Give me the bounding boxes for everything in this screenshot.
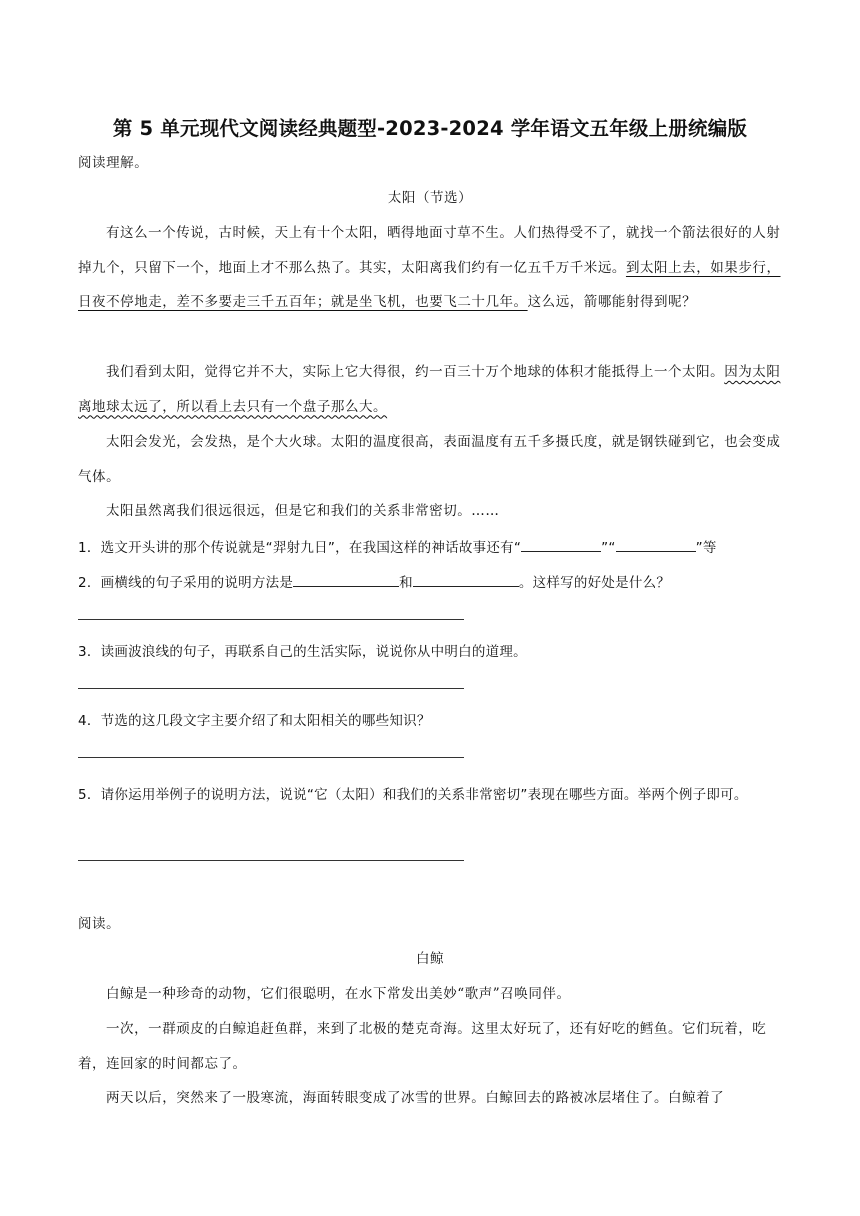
q1-text-c: ”等 xyxy=(695,540,717,556)
q2-text-a: 2．画横线的句子采用的说明方法是 xyxy=(78,575,294,591)
q2-answer-line[interactable] xyxy=(78,619,464,620)
question-3: 3．读画波浪线的句子，再联系自己的生活实际，说说你从中明白的道理。 xyxy=(78,644,527,660)
q1-text-a: 1．选文开头讲的那个传说就是“羿射九日”，在我国这样的神话故事还有“ xyxy=(78,540,522,556)
passage1-paragraph-1 xyxy=(78,216,782,320)
q2-blank-2[interactable] xyxy=(413,573,519,587)
passage2-paragraph-1: 白鲸是一种珍奇的动物，它们很聪明，在水下常发出美妙“歌声”召唤同伴。 xyxy=(106,986,571,1002)
q4-answer-line[interactable] xyxy=(78,757,464,758)
passage1-paragraph-3: 太阳会发光，会发热，是个大火球。太阳的温度很高，表面温度有五千多摄氏度，就是钢铁碰到它，也会变成气体。 xyxy=(78,434,781,485)
q1-blank-1[interactable] xyxy=(521,538,601,552)
question-5: 5．请你运用举例子的说明方法，说说“它（太阳）和我们的关系非常密切”表现在哪些方面。举两个例子即可。 xyxy=(78,787,748,803)
p2-text-a: 我们看到太阳，觉得它并不大，实际上它大得很，约一百三十万个地球的体积才能抵得上一个太阳。 xyxy=(106,364,725,380)
q3-answer-line[interactable] xyxy=(78,688,464,689)
q2-blank-1[interactable] xyxy=(293,573,399,587)
question-1 xyxy=(78,536,782,556)
p1-text-a: 有这么一个传说，古时候，天上有十个太阳，晒得地面寸草不生。人们热得受不了，就找一个箭法很好的人射掉九个，只留下一个，地面上才不那么热了。其实，太阳离我们约有一亿五千万千米远。 xyxy=(78,225,781,276)
underlined-sentence: 到太阳上去，如果步行，日夜不停地走，差不多要走三千五百年；就是坐飞机，也要飞二十几年。 xyxy=(78,259,781,310)
section1-intro: 阅读理解。 xyxy=(78,155,149,171)
passage1-title: 太阳（节选） xyxy=(387,190,473,206)
document-title: 第 5 单元现代文阅读经典题型-2023-2024 学年语文五年级上册统编版 xyxy=(112,117,748,140)
q2-text-c: 。这样写的好处是什么？ xyxy=(518,575,671,591)
q5-answer-line[interactable] xyxy=(78,860,464,861)
passage1-paragraph-4: 太阳虽然离我们很远很远，但是它和我们的关系非常密切。…… xyxy=(106,503,500,519)
section2-intro: 阅读。 xyxy=(78,916,121,932)
passage2-paragraph-3: 两天以后，突然来了一股寒流，海面转眼变成了冰雪的世界。白鲸回去的路被冰层堵住了。白鲸着了 xyxy=(106,1090,725,1106)
question-2 xyxy=(78,571,782,591)
passage1-paragraph-2 xyxy=(78,355,782,424)
passage2-paragraph-2: 一次，一群顽皮的白鲸追赶鱼群，来到了北极的楚克奇海。这里太好玩了，还有好吃的鳕鱼。它们玩着，吃着，连回家的时间都忘了。 xyxy=(78,1021,767,1072)
wavy-sentence: 因为太阳离地球太远了，所以看上去只有一个盘子那么大。 xyxy=(78,364,781,415)
q1-blank-2[interactable] xyxy=(616,538,696,552)
question-4: 4．节选的这几段文字主要介绍了和太阳相关的哪些知识？ xyxy=(78,713,431,729)
q2-text-b: 和 xyxy=(399,575,413,591)
passage2-title: 白鲸 xyxy=(415,951,445,967)
p1-text-b: 这么远，箭哪能射得到呢？ xyxy=(527,294,697,310)
q1-text-b: ”“ xyxy=(601,540,616,556)
